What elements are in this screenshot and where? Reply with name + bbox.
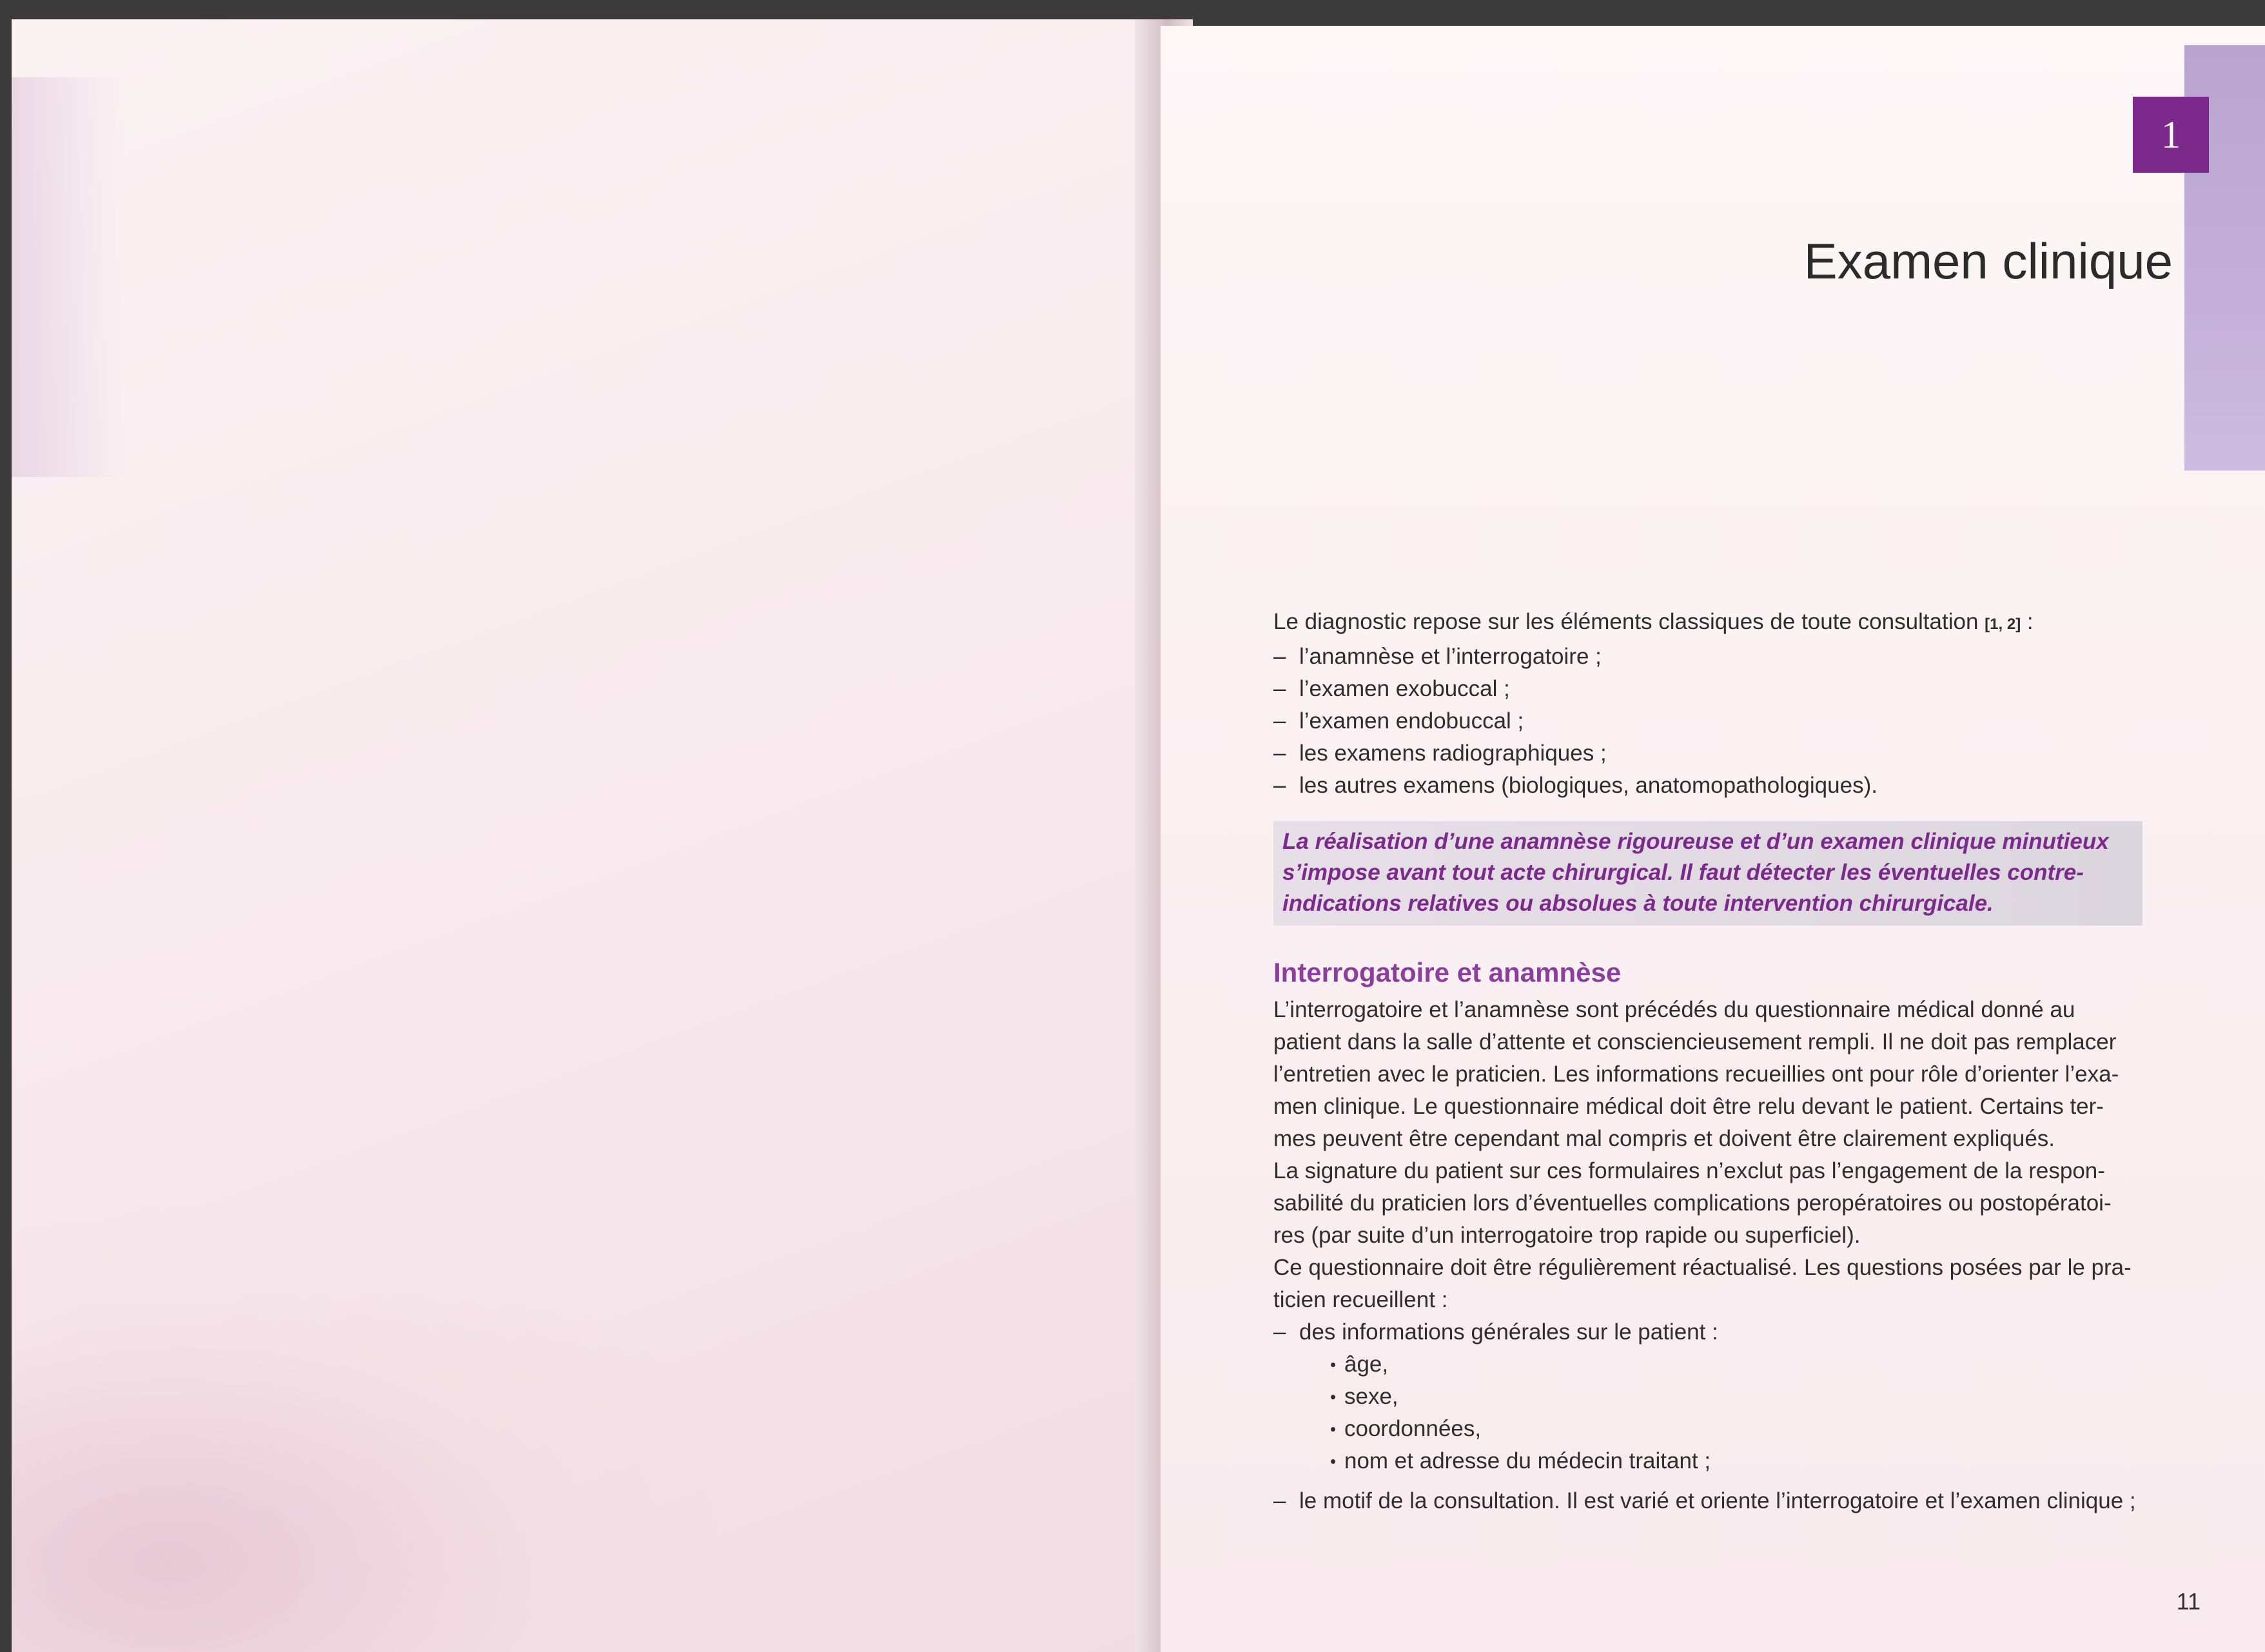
- paragraph-line: Ce questionnaire doit être régulièrement réactualisé. Les questions posées par le pra-: [1273, 1255, 2132, 1280]
- paragraph-line: L’interrogatoire et l’anamnèse sont précédés du questionnaire médical donné au: [1273, 997, 2075, 1022]
- sub-list-item: • nom et adresse du médecin traitant ;: [1330, 1445, 2144, 1477]
- sub-list-item: • coordonnées,: [1330, 1413, 2144, 1445]
- paragraph-line: res (par suite d’un interrogatoire trop rapide ou superficiel).: [1273, 1223, 1861, 1248]
- sub-list-item: • sexe,: [1330, 1381, 2144, 1413]
- intro-sentence: [1273, 606, 2144, 641]
- key-point-line: La réalisation d’une anamnèse rigoureuse et d’un examen clinique minutieux: [1282, 829, 2109, 854]
- paragraph-update: [1273, 1252, 2144, 1316]
- paragraph-line: men clinique. Le questionnaire médical doit être relu devant le patient. Certains ter-: [1273, 1094, 2104, 1119]
- left-page: [12, 19, 1146, 1652]
- page-body: [1273, 606, 2144, 1517]
- paragraph-line: mes peuvent être cependant mal compris et doivent être clairement expliqués.: [1273, 1126, 2055, 1151]
- intro-list: [1273, 641, 2144, 802]
- paragraph-line: patient dans la salle d’attente et consciencieusement rempli. Il ne doit pas remplacer: [1273, 1029, 2117, 1054]
- citation-ref: [1, 2]: [1985, 616, 2021, 633]
- list-item: – les examens radiographiques ;: [1273, 737, 2144, 770]
- list-item: – l’examen exobuccal ;: [1273, 673, 2144, 705]
- intro-colon: :: [2021, 609, 2034, 634]
- paragraph-line: l’entretien avec le praticien. Les informations recueillies ont pour rôle d’orienter l’exa-: [1273, 1062, 2119, 1087]
- paragraph-signature: [1273, 1155, 2144, 1252]
- questions-list: [1273, 1316, 2144, 1348]
- list-item: – des informations générales sur le patient :: [1273, 1316, 2144, 1348]
- list-item: – l’examen endobuccal ;: [1273, 705, 2144, 737]
- page-number: 11: [2176, 1588, 2201, 1615]
- key-point-box: [1273, 821, 2142, 926]
- key-point-line: indications relatives ou absolues à toute intervention chirurgicale.: [1282, 891, 1994, 916]
- paragraph-line: La signature du patient sur ces formulaires n’exclut pas l’engagement de la respon-: [1273, 1158, 2105, 1183]
- list-item: – le motif de la consultation. Il est varié et oriente l’interrogatoire et l’examen clinique ;: [1273, 1485, 2144, 1517]
- key-point-line: s’impose avant tout acte chirurgical. Il faut détecter les éventuelles contre-: [1282, 860, 2084, 885]
- list-item: – les autres examens (biologiques, anatomopathologiques).: [1273, 770, 2144, 802]
- paragraph-line: ticien recueillent :: [1273, 1287, 1448, 1312]
- intro-text: Le diagnostic repose sur les éléments classiques de toute consultation: [1273, 609, 1979, 634]
- chapter-title: Examen clinique: [1803, 233, 2173, 289]
- section-heading: Interrogatoire et anamnèse: [1273, 957, 1622, 987]
- page-stain: [12, 1201, 785, 1652]
- patient-info-sublist: [1273, 1348, 2144, 1477]
- paragraph-line: sabilité du praticien lors d’éventuelles complications peropératoires ou postopératoi-: [1273, 1190, 2112, 1216]
- chapter-number-badge: 1: [2133, 97, 2209, 173]
- list-item: – l’anamnèse et l’interrogatoire ;: [1273, 641, 2144, 673]
- sub-list-item: • âge,: [1330, 1348, 2144, 1381]
- paragraph-questionnaire: [1273, 994, 2144, 1155]
- right-page: [1161, 26, 2265, 1652]
- left-edge-shade: [12, 77, 124, 477]
- questions-list-continued: [1273, 1485, 2144, 1517]
